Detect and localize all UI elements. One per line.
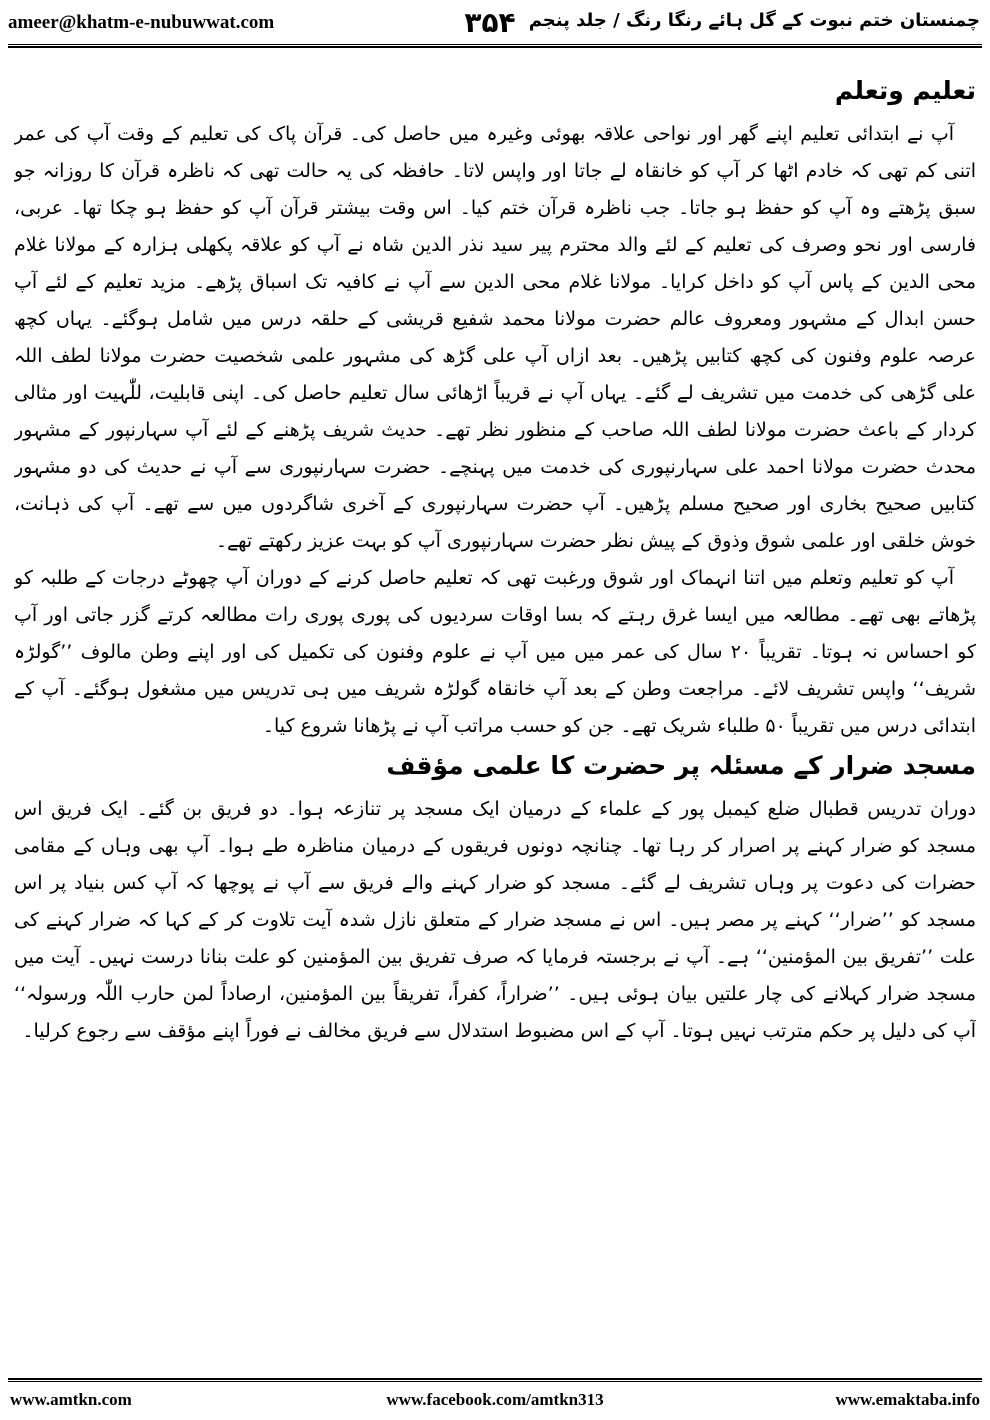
page-header [0, 0, 990, 56]
page-number: ۳۵۴ [464, 6, 516, 39]
footer-link-emaktaba[interactable]: www.emaktaba.info [835, 1390, 980, 1409]
footer-link-facebook[interactable]: www.facebook.com/amtkn313 [386, 1390, 604, 1409]
section-heading-masjid-zirar: مسجد ضرار کے مسئلہ پر حضرت کا علمی مؤقف [386, 751, 976, 780]
footer-link-amtkn[interactable]: www.amtkn.com [10, 1390, 132, 1409]
book-title: چمنستان ختم نبوت کے گل ہائے رنگا رنگ / جلد پنجم [528, 10, 980, 31]
paragraph: آپ کو تعلیم وتعلم میں اتنا انہماک اور شوق ورغبت تھی کہ تعلیم حاصل کرنے کے دوران آپ چھوٹے درجات کے طلبہ کو پڑھاتے بھی تھے۔ مطالعہ میں ایسا غرق رہتے کہ بسا اوقات سردیوں کی پوری پوری رات مطالعہ کرتے گزر جاتی اور آپ کو احساس نہ ہوتا۔ تقریباً ۲۰ سال کی عمر میں میں آپ نے علوم وفنون کی تکمیل کی اور اپنے وطن مالوف ’’گولڑہ شریف‘‘ واپس تشریف لائے۔ مراجعت وطن کے بعد آپ خانقاہ گولڑہ شریف میں ہی تدریس میں مشغول ہوگئے۔ آپ کے ابتدائی درس میں تقریباً ۵۰ طلباء شریک تھے۔ جن کو حسب مراتب آپ نے پڑھانا شروع کیا۔ [14, 567, 976, 737]
page-body [14, 70, 976, 1380]
section-heading-education: تعلیم وتعلم [834, 76, 976, 105]
paragraph: آپ نے ابتدائی تعلیم اپنے گھر اور نواحی علاقہ بھوئی وغیرہ میں حاصل کی۔ قرآن پاک کی تعلیم کے وقت آپ کی عمر اتنی کم تھی کہ خادم اٹھا کر آپ کو خانقاہ لے جاتا اور واپس لاتا۔ حافظہ کی یہ حالت تھی کہ ناظرہ قرآن کا روزانہ جو سبق پڑھتے وہ آپ کو حفظ ہو جاتا۔ جب ناظرہ قرآن ختم کیا۔ اس وقت بیشتر قرآن آپ کو حفظ ہو چکا تھا۔ عربی، فارسی اور نحو وصرف کی تعلیم کے لئے والد محترم پیر سید نذر الدین شاہ نے آپ کو علاقہ پکھلی ہزارہ کے مولانا غلام محی الدین کے پاس آپ کو داخل کرایا۔ مولانا غلام محی الدین سے آپ نے کافیہ تک اسباق پڑھے۔ مزید تعلیم کے لئے آپ حسن ابدال کے مشہور ومعروف عالم حضرت مولانا محمد شفیع قریشی کے حلقہ درس میں شامل ہوگئے۔ یہاں کچھ عرصہ علوم وفنون کی کچھ کتابیں پڑھیں۔ بعد ازاں آپ علی گڑھ کی مشہور علمی شخصیت حضرت مولانا لطف اللہ علی گڑھی کی خدمت میں تشریف لے گئے۔ یہاں آپ نے قریباً اڑھائی سال تعلیم حاصل کی۔ اپنی قابلیت، للّٰہیت اور مثالی کردار کے باعث حضرت مولانا لطف اللہ صاحب کے منظور نظر تھے۔ حدیث شریف پڑھنے کے لئے آپ سہارنپور کے مشہور محدث حضرت مولانا احمد علی سہارنپوری کی خدمت میں پہنچے۔ حضرت سہارنپوری سے آپ نے حدیث کی دو مشہور کتابیں صحیح بخاری اور صحیح مسلم پڑھیں۔ آپ حضرت سہارنپوری کے آخری شاگردوں میں سے تھے۔ آپ کی ذہانت، خوش خلقی اور علمی شوق وذوق کے پیش نظر حضرت سہارنپوری آپ کو بہت عزیز رکھتے تھے۔ [14, 123, 976, 552]
header-email: ameer@khatm-e-nubuwwat.com [8, 12, 275, 33]
page-footer [0, 1370, 990, 1420]
header-rule [8, 44, 982, 48]
paragraph: دوران تدریس قطبال ضلع کیمبل پور کے علماء کے درمیان ایک مسجد پر تنازعہ ہوا۔ دو فریق بن گئے۔ ایک فریق اس مسجد کو ضرار کہنے پر اصرار کر رہا تھا۔ چنانچہ دونوں فریقوں کے درمیان مناظرہ طے ہوا۔ آپ بھی وہاں کے مقامی حضرات کی دعوت پر وہاں تشریف لے گئے۔ مسجد کو ضرار کہنے والے فریق سے آپ نے پوچھا کہ آپ کس بنیاد پر اس مسجد کو ’’ضرار‘‘ کہنے پر مصر ہیں۔ اس نے مسجد ضرار کے متعلق نازل شدہ آیت تلاوت کر کے کہا کہ ضرار کہنے کی علت ’’تفریق بین المؤمنین‘‘ ہے۔ آپ نے برجستہ فرمایا کہ صرف تفریق بین المؤمنین کو علت بنانا درست نہیں۔ آیت میں مسجد ضرار کہلانے کی چار علتیں بیان ہوئی ہیں۔ ’’ضراراً، کفراً، تفریقاً بین المؤمنین، ارصاداً لمن حارب اللّٰہ ورسولہ‘‘ آپ کی دلیل پر حکم مترتب نہیں ہوتا۔ آپ کے اس مضبوط استدلال سے فریق مخالف نے فوراً اپنے مؤقف سے رجوع کرلیا۔ [14, 798, 976, 1042]
footer-rule [8, 1378, 982, 1382]
